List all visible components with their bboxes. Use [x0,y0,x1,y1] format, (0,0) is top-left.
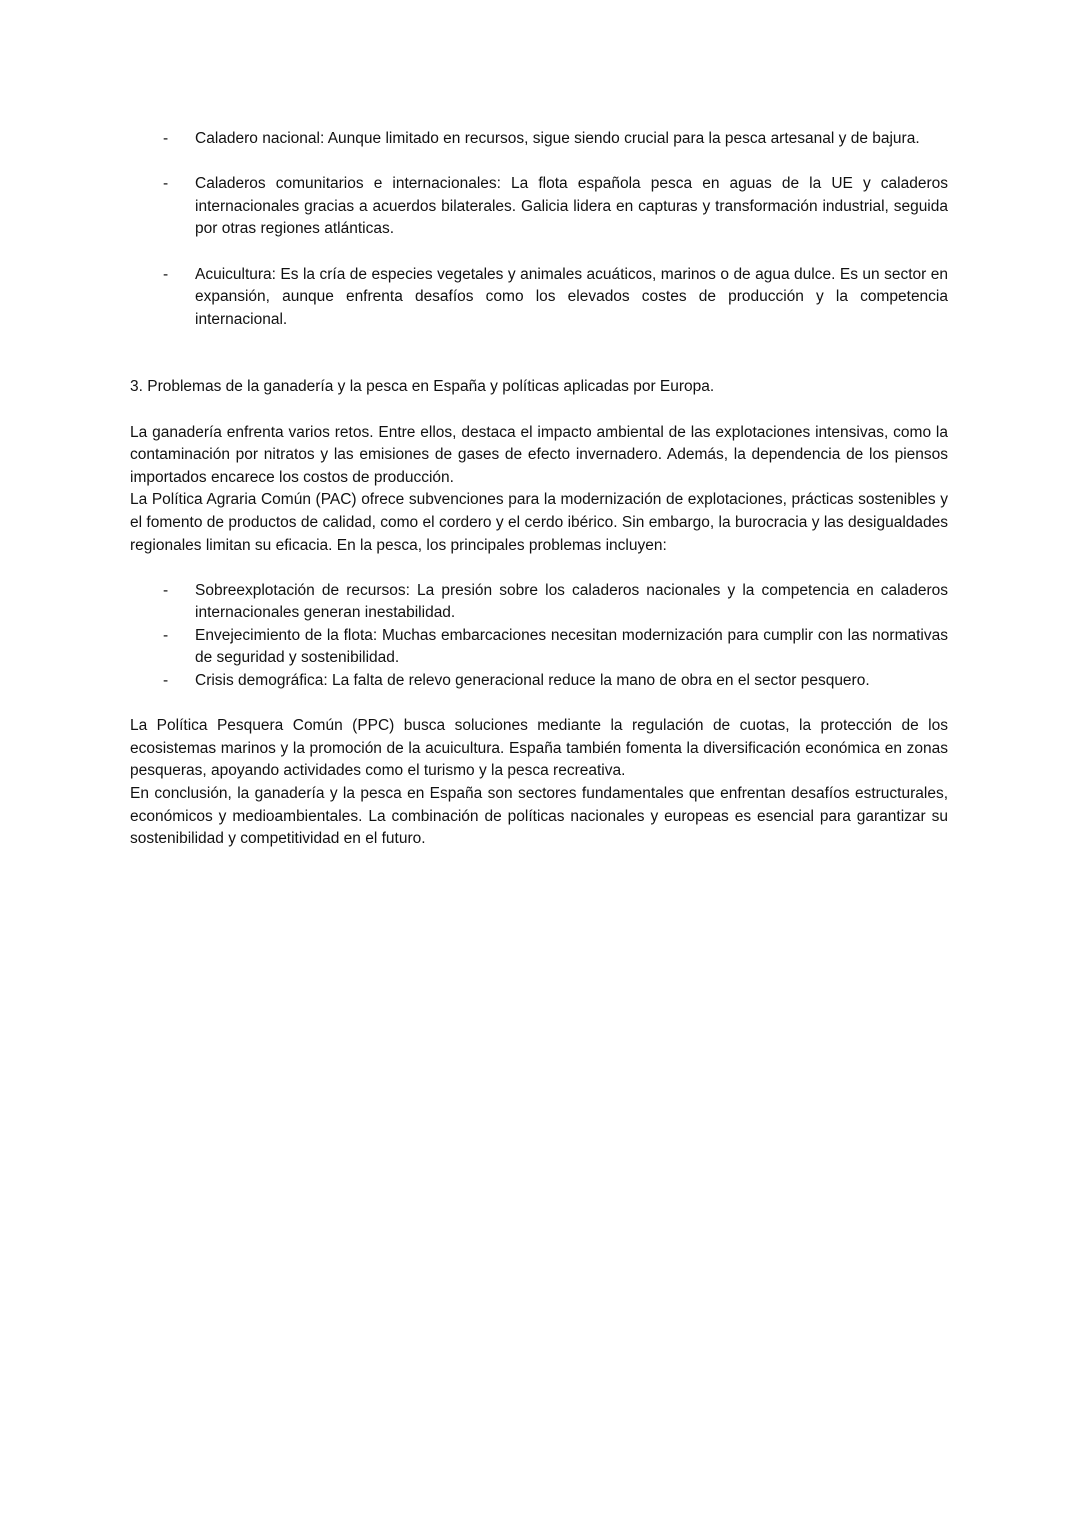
list-bullet: - [163,265,169,283]
list-item [130,625,948,670]
list-item-text: Crisis demográfica: La falta de relevo generacional reduce la mano de obra en el sector pesquero. [195,672,870,690]
list-item [130,173,948,241]
list-bullet: - [163,175,169,193]
list-item-text: Envejecimiento de la flota: Muchas embarcaciones necesitan modernización para cumplir con las normativas de seguridad y sostenibilidad. [195,626,948,667]
list-item-text: Caladero nacional: Aunque limitado en recursos, sigue siendo crucial para la pesca artesanal y de bajura. [195,130,920,147]
list-item [130,128,948,151]
list-bullet: - [163,672,169,690]
fishing-grounds-list [130,128,948,331]
paragraph-pac: La Política Agraria Común (PAC) ofrece subvenciones para la modernización de explotaciones, prácticas sostenibles y el fomento de productos de calidad, como el cordero y el cerdo ibérico. Sin embargo, la burocracia y las desigualdades regionales limitan su eficacia. En la pesca, los principales problemas incluyen: [130,491,948,554]
fishing-problems-list [130,580,948,693]
list-item [130,264,948,332]
list-item-text: Acuicultura: Es la cría de especies vegetales y animales acuáticos, marinos o de agua dulce. Es un sector en expansión, aunque enfrenta desafíos como los elevados costes de producción y la competencia internacional. [195,265,948,328]
list-item [130,580,948,625]
list-bullet: - [163,581,169,599]
list-item [130,670,948,693]
list-bullet: - [163,130,169,147]
list-item-text: Sobreexplotación de recursos: La presión sobre los caladeros nacionales y la competencia en caladeros internacionales generan inestabilidad. [195,581,948,622]
list-bullet: - [163,626,169,644]
paragraph-ppc: La Política Pesquera Común (PPC) busca soluciones mediante la regulación de cuotas, la protección de los ecosistemas marinos y la promoción de la acuicultura. España también fomenta la diversificación económica en zonas pesqueras, apoyando actividades como el turismo y la pesca recreativa. [130,717,948,780]
paragraph-livestock-problems: La ganadería enfrenta varios retos. Entre ellos, destaca el impacto ambiental de las explotaciones intensivas, como la contaminación por nitratos y las emisiones de gases de efecto invernadero. Además, la dependencia de los piensos importados encarece los costos de producción. [130,423,948,486]
section-title: 3. Problemas de la ganadería y la pesca en España y políticas aplicadas por Europa. [130,378,715,396]
list-item-text: Caladeros comunitarios e internacionales: La flota española pesca en aguas de la UE y caladeros internacionales gracias a acuerdos bilaterales. Galicia lidera en capturas y transformación industrial, seguida por otras regiones atlánticas. [195,175,948,238]
paragraph-conclusion: En conclusión, la ganadería y la pesca en España son sectores fundamentales que enfrentan desafíos estructurales, económicos y medioambientales. La combinación de políticas nacionales y europeas es esencial para garantizar su sostenibilidad y competitividad en el futuro. [130,785,948,848]
